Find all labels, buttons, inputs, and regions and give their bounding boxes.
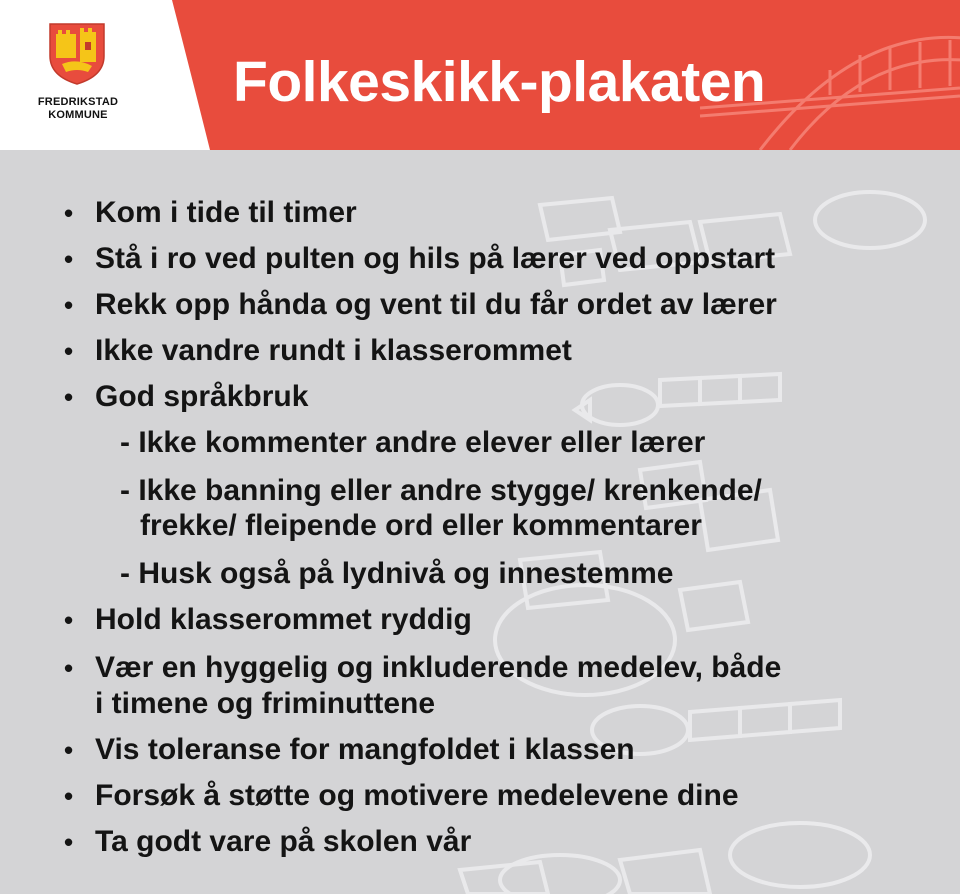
rule-item: Vis toleranse for mangfoldet i klassen <box>95 733 635 766</box>
rule-item: Ikke vandre rundt i klasserommet <box>95 334 572 367</box>
bullet-icon: • <box>64 735 74 765</box>
bullet-icon: • <box>64 781 74 811</box>
rule-item: Kom i tide til timer <box>95 196 357 229</box>
bullet-icon: • <box>64 290 74 320</box>
rule-subitem: - Ikke kommenter andre elever eller lærer <box>120 426 706 459</box>
bullet-icon: • <box>64 336 74 366</box>
bullet-icon: • <box>64 198 74 228</box>
bullet-icon: • <box>64 244 74 274</box>
rule-item: Forsøk å støtte og motivere medelevene dine <box>95 779 739 812</box>
rule-item: Stå i ro ved pulten og hils på lærer ved oppstart <box>95 242 776 275</box>
rule-item: Vær en hyggelig og inkluderende medelev, både <box>95 651 782 684</box>
municipality-line-2: KOMMUNE <box>48 109 108 121</box>
poster-title: Folkeskikk-plakaten <box>233 50 766 114</box>
bullet-icon: • <box>64 827 74 857</box>
bullet-icon: • <box>64 653 74 683</box>
rule-subitem: - Ikke banning eller andre stygge/ krenkende/ <box>120 474 762 507</box>
rule-item-continued: i timene og friminuttene <box>95 687 436 720</box>
rule-item: Rekk opp hånda og vent til du får ordet av lærer <box>95 288 777 321</box>
bullet-icon: • <box>64 382 74 412</box>
rule-item: Ta godt vare på skolen vår <box>95 825 472 858</box>
rule-subitem-continued: frekke/ fleipende ord eller kommentarer <box>140 509 702 542</box>
rule-item: Hold klasserommet ryddig <box>95 603 472 636</box>
bullet-icon: • <box>64 605 74 635</box>
municipality-line-1: FREDRIKSTAD <box>37 96 119 108</box>
rule-item: God språkbruk <box>95 380 309 413</box>
rule-subitem: - Husk også på lydnivå og innestemme <box>120 557 674 590</box>
